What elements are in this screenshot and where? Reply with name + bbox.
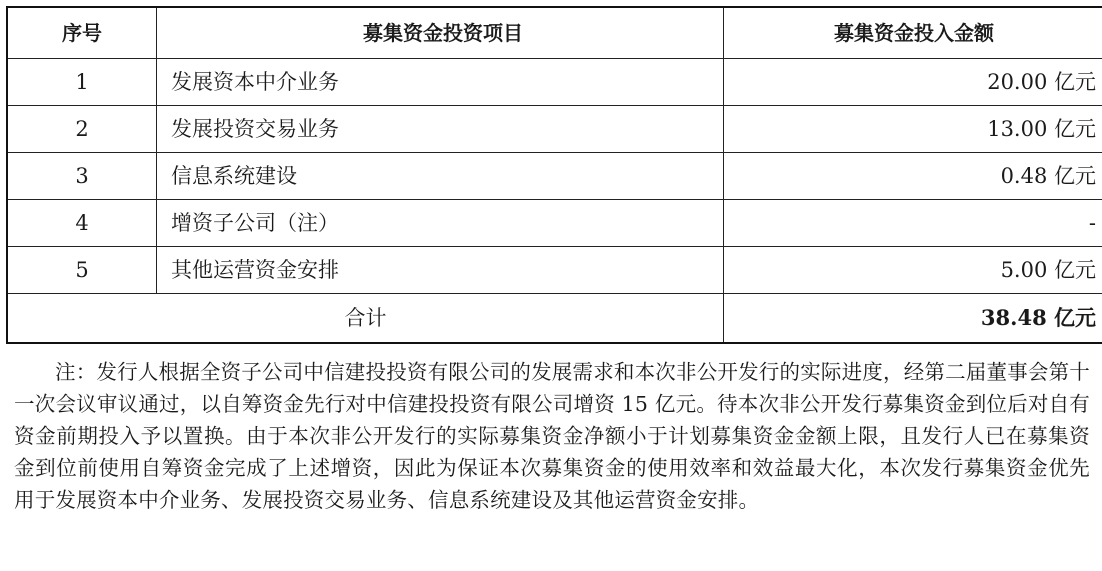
row-project: 信息系统建设	[157, 153, 724, 200]
table-row	[7, 153, 1102, 200]
row-amount: 5.00 亿元	[724, 247, 1102, 294]
row-project: 发展投资交易业务	[157, 106, 724, 153]
row-amount: 20.00 亿元	[724, 59, 1102, 106]
row-amount: -	[724, 200, 1102, 247]
row-project: 其他运营资金安排	[157, 247, 724, 294]
header-amount: 募集资金投入金额	[724, 7, 1102, 59]
row-amount: 0.48 亿元	[724, 153, 1102, 200]
row-no: 4	[7, 200, 157, 247]
row-no: 3	[7, 153, 157, 200]
footnote-paragraph: 注：发行人根据全资子公司中信建投投资有限公司的发展需求和本次非公开发行的实际进度，经第二届董事会第十一次会议审议通过，以自筹资金先行对中信建投投资有限公司增资 15 亿元。待本次非公开发行募集资金到位后对自有资金前期投入予以置换。由于本次非公开发行的实际募集资金净额小于计划募集资金金额上限，且发行人已在募集资金到位前使用自筹资金完成了上述增资，因此为保证本次募集资金的使用效率和效益最大化，本次发行募集资金优先用于发展资本中介业务、发展投资交易业务、信息系统建设及其他运营资金安排。	[14, 360, 1090, 512]
row-amount: 13.00 亿元	[724, 106, 1102, 153]
table-row	[7, 106, 1102, 153]
row-no: 1	[7, 59, 157, 106]
total-amount: 38.48 亿元	[724, 294, 1102, 344]
row-no: 5	[7, 247, 157, 294]
table-row	[7, 247, 1102, 294]
table-header-row	[7, 7, 1102, 59]
header-no: 序号	[7, 7, 157, 59]
header-project: 募集资金投资项目	[157, 7, 724, 59]
fund-allocation-table	[6, 6, 1102, 344]
total-row	[7, 294, 1102, 344]
row-project: 增资子公司（注）	[157, 200, 724, 247]
table-row	[7, 59, 1102, 106]
total-label: 合计	[7, 294, 724, 344]
table-row	[7, 200, 1102, 247]
row-project: 发展资本中介业务	[157, 59, 724, 106]
row-no: 2	[7, 106, 157, 153]
